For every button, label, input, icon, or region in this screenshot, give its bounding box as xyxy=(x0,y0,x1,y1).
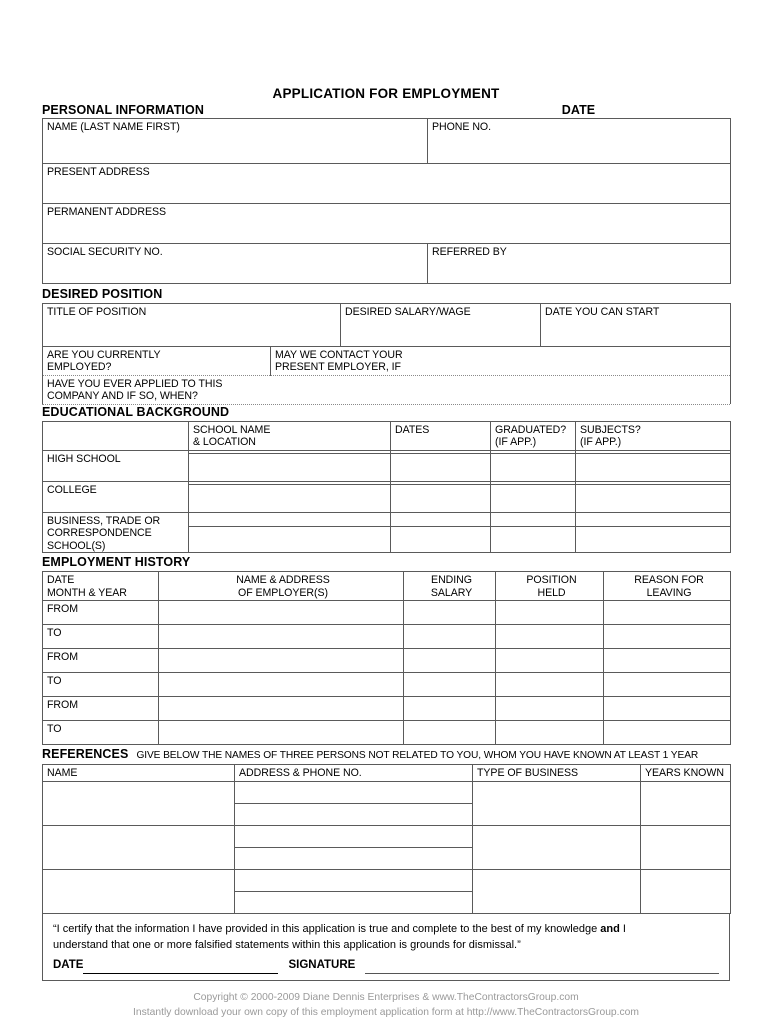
educational-background-heading: EDUCATIONAL BACKGROUND xyxy=(42,405,230,419)
desired-salary-label: DESIRED SALARY/WAGE xyxy=(345,306,471,318)
reference-type-of-business-header: TYPE OF BUSINESS xyxy=(473,765,641,782)
certification-text-line1-tail: I xyxy=(619,923,626,936)
row-label-from[interactable]: FROM xyxy=(43,601,159,625)
contact-present-employer-label-line2: PRESENT EMPLOYER, IF xyxy=(275,361,401,374)
school-name-header-line2: & LOCATION xyxy=(193,436,256,449)
cell-ending-salary[interactable] xyxy=(404,601,496,625)
position-held-header xyxy=(496,572,604,601)
certification-signature-input[interactable] xyxy=(365,962,719,974)
references-heading: REFERENCES xyxy=(42,747,129,762)
table-header-row xyxy=(43,765,731,782)
cell-dates[interactable] xyxy=(391,527,491,553)
row-label-from[interactable]: FROM xyxy=(43,649,159,673)
table-row xyxy=(43,376,731,405)
reason-for-leaving-header-line1: REASON FOR xyxy=(634,574,704,587)
certification-text xyxy=(53,922,719,938)
signature-row xyxy=(53,958,719,974)
date-header xyxy=(43,572,159,601)
employment-application-form xyxy=(42,0,730,1020)
cell-reference-phone[interactable] xyxy=(235,892,473,914)
cell-dates[interactable] xyxy=(391,454,491,482)
table-row xyxy=(43,826,731,848)
table-header-row xyxy=(43,422,731,451)
certification-signature-label: SIGNATURE xyxy=(288,959,356,972)
cell-position-held[interactable] xyxy=(496,649,604,673)
table-row xyxy=(43,119,731,164)
table-row xyxy=(43,870,731,892)
cell-ending-salary[interactable] xyxy=(404,625,496,649)
applied-before-label-line1: HAVE YOU EVER APPLIED TO THIS xyxy=(47,378,223,390)
cell-reference-phone[interactable] xyxy=(235,848,473,870)
certification-text-bold: and xyxy=(600,923,620,936)
personal-information-heading: PERSONAL INFORMATION xyxy=(42,103,204,117)
personal-information-heading-row xyxy=(42,103,730,118)
personal-information-table xyxy=(42,118,731,284)
certification-block xyxy=(42,914,730,981)
permanent-address-label: PERMANENT ADDRESS xyxy=(47,206,167,218)
cell-reference-name[interactable] xyxy=(43,826,235,870)
social-security-label: SOCIAL SECURITY NO. xyxy=(47,246,163,258)
cell-graduated[interactable] xyxy=(491,454,576,482)
cell-reason-for-leaving[interactable] xyxy=(604,721,731,745)
name-label: NAME (LAST NAME FIRST) xyxy=(47,121,180,133)
desired-position-table xyxy=(42,303,731,347)
employment-history-heading: EMPLOYMENT HISTORY xyxy=(42,555,191,570)
dates-header: DATES xyxy=(391,422,491,451)
graduated-header xyxy=(491,422,576,451)
row-label-to[interactable]: TO xyxy=(43,625,159,649)
date-header-line2: MONTH & YEAR xyxy=(47,586,127,599)
table-row xyxy=(43,782,731,804)
cell-graduated[interactable] xyxy=(491,485,576,513)
row-label-to[interactable]: TO xyxy=(43,673,159,697)
row-label-business-trade: BUSINESS, TRADE OR CORRESPONDENCE SCHOOL(S) xyxy=(43,513,189,553)
row-label-from[interactable]: FROM xyxy=(43,697,159,721)
ending-salary-header xyxy=(404,572,496,601)
employer-header xyxy=(159,572,404,601)
table-row xyxy=(43,673,731,697)
references-table xyxy=(42,764,731,914)
cell-school-name[interactable] xyxy=(189,454,391,482)
cell-position-held[interactable] xyxy=(496,625,604,649)
employment-history-table xyxy=(42,571,731,745)
cell-school-name[interactable] xyxy=(189,527,391,553)
cell-graduated[interactable] xyxy=(491,527,576,553)
school-name-header xyxy=(189,422,391,451)
education-blank-header xyxy=(43,422,189,451)
cell-reference-years-known[interactable] xyxy=(641,782,731,826)
certification-text-line2: understand that one or more falsified statements within this application is grounds for dismissal.” xyxy=(53,938,521,951)
position-held-header-line1: POSITION xyxy=(526,574,577,587)
cell-ending-salary[interactable] xyxy=(404,697,496,721)
table-row xyxy=(43,649,731,673)
subjects-header-line1: SUBJECTS? xyxy=(580,424,641,436)
applied-before-field[interactable] xyxy=(43,376,731,405)
table-row xyxy=(43,244,731,284)
currently-employed-label-line1: ARE YOU CURRENTLY xyxy=(47,349,161,361)
cell-school-name[interactable] xyxy=(189,485,391,513)
certification-text-line1: “I certify that the information I have provided in this application is true and complete to the best of my knowledge xyxy=(53,923,601,936)
reference-years-known-header: YEARS KNOWN xyxy=(641,765,731,782)
graduated-header-line2: (IF APP.) xyxy=(495,436,537,449)
cell-reference-type-of-business[interactable] xyxy=(473,826,641,870)
reference-address-phone-header: ADDRESS & PHONE NO. xyxy=(235,765,473,782)
desired-position-heading: DESIRED POSITION xyxy=(42,287,163,301)
cell-dates[interactable] xyxy=(391,513,491,527)
cell-reference-years-known[interactable] xyxy=(641,826,731,870)
date-header-line1: DATE xyxy=(47,574,75,587)
footer-download-note: Instantly download your own copy of this employment application form at http://www.TheContractorsGroup.com xyxy=(133,1006,639,1018)
subjects-header-line2: (IF APP.) xyxy=(580,436,622,449)
cell-reason-for-leaving[interactable] xyxy=(604,697,731,721)
cell-subjects[interactable] xyxy=(576,485,731,513)
table-row xyxy=(43,204,731,244)
table-row xyxy=(43,164,731,204)
date-you-can-start-label: DATE YOU CAN START xyxy=(545,306,660,318)
cell-ending-salary[interactable] xyxy=(404,649,496,673)
applied-before-label-line2: COMPANY AND IF SO, WHEN? xyxy=(47,390,198,403)
cell-reference-type-of-business[interactable] xyxy=(473,870,641,914)
table-row xyxy=(43,721,731,745)
cell-employer[interactable] xyxy=(159,721,404,745)
cell-employer[interactable] xyxy=(159,601,404,625)
employer-header-line2: OF EMPLOYER(S) xyxy=(238,586,328,599)
cell-position-held[interactable] xyxy=(496,673,604,697)
school-name-header-line1: SCHOOL NAME xyxy=(193,424,271,436)
graduated-header-line1: GRADUATED? xyxy=(495,424,567,436)
cell-subjects[interactable] xyxy=(576,527,731,553)
certification-date-label: DATE xyxy=(53,959,84,972)
cell-reference-name[interactable] xyxy=(43,870,235,914)
cell-ending-salary[interactable] xyxy=(404,721,496,745)
cell-reference-type-of-business[interactable] xyxy=(473,782,641,826)
currently-employed-field[interactable] xyxy=(43,347,271,376)
cell-employer[interactable] xyxy=(159,673,404,697)
position-held-header-line2: HELD xyxy=(537,586,566,599)
row-label-high-school: HIGH SCHOOL xyxy=(43,451,189,482)
social-security-field[interactable] xyxy=(43,244,428,284)
references-note: GIVE BELOW THE NAMES OF THREE PERSONS NOT RELATED TO YOU, WHOM YOU HAVE KNOWN AT LEAST 1 YEAR xyxy=(136,750,699,762)
cell-reference-phone[interactable] xyxy=(235,804,473,826)
cell-reason-for-leaving[interactable] xyxy=(604,673,731,697)
references-heading-row xyxy=(42,747,730,764)
currently-employed-label-line2: EMPLOYED? xyxy=(47,361,112,374)
contact-present-employer-label-line1: MAY WE CONTACT YOUR xyxy=(275,349,403,361)
reason-for-leaving-header-line2: LEAVING xyxy=(646,586,692,599)
subjects-header xyxy=(576,422,731,451)
referred-by-label: REFERRED BY xyxy=(432,246,507,258)
cell-dates[interactable] xyxy=(391,485,491,513)
cell-employer[interactable] xyxy=(159,649,404,673)
reason-for-leaving-header xyxy=(604,572,731,601)
table-row xyxy=(43,513,731,527)
name-field[interactable] xyxy=(43,119,428,164)
table-header-row xyxy=(43,572,731,601)
page-title: APPLICATION FOR EMPLOYMENT xyxy=(272,86,500,101)
referred-by-field[interactable] xyxy=(428,244,731,284)
certification-date-input[interactable] xyxy=(83,962,278,974)
educational-background-table xyxy=(42,421,731,553)
cell-reason-for-leaving[interactable] xyxy=(604,625,731,649)
date-you-can-start-field[interactable] xyxy=(541,304,731,347)
phone-field[interactable] xyxy=(428,119,731,164)
cell-school-name[interactable] xyxy=(189,513,391,527)
cell-reference-name[interactable] xyxy=(43,782,235,826)
table-row xyxy=(43,601,731,625)
footer-copyright: Copyright © 2000-2009 Diane Dennis Enterprises & www.TheContractorsGroup.com xyxy=(193,991,579,1003)
cell-subjects[interactable] xyxy=(576,454,731,482)
table-row xyxy=(43,697,731,721)
cell-graduated[interactable] xyxy=(491,513,576,527)
title-of-position-field[interactable] xyxy=(43,304,341,347)
ending-salary-header-line1: ENDING xyxy=(431,574,472,587)
employer-header-line1: NAME & ADDRESS xyxy=(236,574,330,587)
cell-position-held[interactable] xyxy=(496,721,604,745)
table-row xyxy=(43,347,731,376)
date-label: DATE xyxy=(561,103,596,117)
phone-label: PHONE NO. xyxy=(432,121,492,133)
contact-present-employer-field[interactable] xyxy=(271,347,731,376)
table-row xyxy=(43,304,731,347)
permanent-address-field[interactable] xyxy=(43,204,731,244)
cell-reference-address[interactable] xyxy=(235,826,473,848)
cell-ending-salary[interactable] xyxy=(404,673,496,697)
present-address-field[interactable] xyxy=(43,164,731,204)
present-address-label: PRESENT ADDRESS xyxy=(47,166,150,178)
ending-salary-header-line2: SALARY xyxy=(430,586,473,599)
row-label-college: COLLEGE xyxy=(43,482,189,513)
cell-employer[interactable] xyxy=(159,625,404,649)
cell-subjects[interactable] xyxy=(576,513,731,527)
title-of-position-label: TITLE OF POSITION xyxy=(47,306,147,318)
cell-reason-for-leaving[interactable] xyxy=(604,649,731,673)
cell-reference-address[interactable] xyxy=(235,870,473,892)
cell-employer[interactable] xyxy=(159,697,404,721)
desired-position-questions-table xyxy=(42,346,731,404)
row-label-to[interactable]: TO xyxy=(43,721,159,745)
cell-position-held[interactable] xyxy=(496,601,604,625)
cell-reference-years-known[interactable] xyxy=(641,870,731,914)
cell-position-held[interactable] xyxy=(496,697,604,721)
table-row xyxy=(43,625,731,649)
cell-reason-for-leaving[interactable] xyxy=(604,601,731,625)
desired-salary-field[interactable] xyxy=(341,304,541,347)
reference-name-header: NAME xyxy=(43,765,235,782)
footer xyxy=(42,990,730,1020)
cell-reference-address[interactable] xyxy=(235,782,473,804)
